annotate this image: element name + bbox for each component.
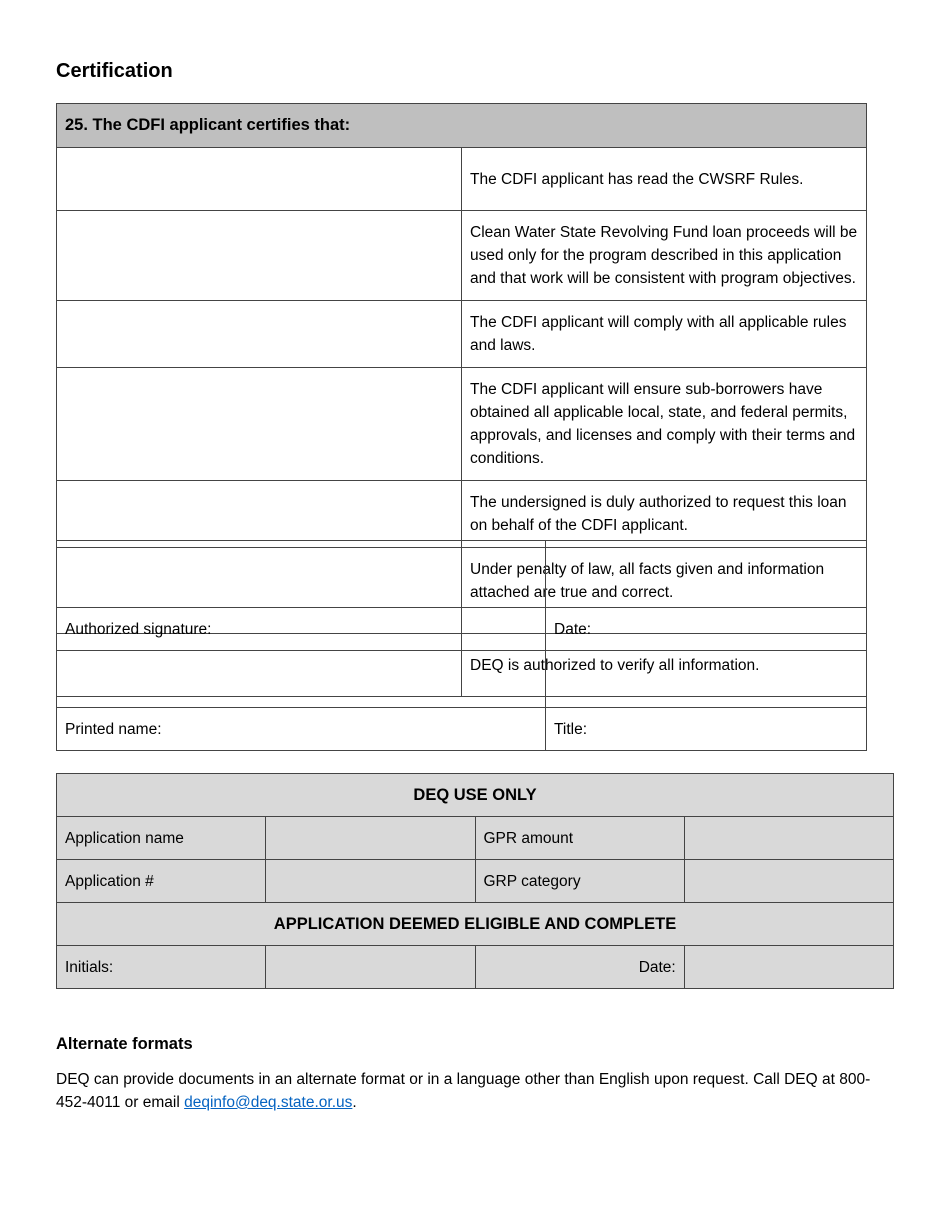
grp-category-field[interactable]: [684, 860, 893, 903]
initials-label: Initials:: [57, 946, 266, 989]
certification-checkbox-3[interactable]: [57, 301, 462, 368]
alternate-formats-text: [56, 1068, 896, 1114]
certification-item-4: The CDFI applicant will ensure sub-borrowers have obtained all applicable local, state, and federal permits, approvals, and licenses and comply with their terms and conditions.: [462, 368, 867, 481]
certification-checkbox-2[interactable]: [57, 211, 462, 301]
certification-header: 25. The CDFI applicant certifies that:: [57, 104, 867, 148]
authorized-signature-field[interactable]: [57, 541, 546, 608]
signature-date-field[interactable]: [546, 541, 867, 608]
deq-date-label: Date:: [475, 946, 684, 989]
application-name-field[interactable]: [266, 817, 475, 860]
printed-name-field[interactable]: [57, 651, 546, 708]
certification-item-2: Clean Water State Revolving Fund loan proceeds will be used only for the program described in this application and that work will be consistent with program objectives.: [462, 211, 867, 301]
application-number-field[interactable]: [266, 860, 475, 903]
alternate-formats-title: Alternate formats: [56, 1035, 193, 1053]
title-label: Title:: [546, 708, 867, 751]
signature-date-label: Date:: [546, 608, 867, 651]
signature-table: [56, 540, 867, 751]
alternate-formats-body: DEQ can provide documents in an alternate format or in a language other than English upon request. Call DEQ at 800-452-4011 or email: [56, 1071, 871, 1111]
certification-item-5: The undersigned is duly authorized to request this loan on behalf of the CDFI applicant.: [462, 481, 867, 548]
certification-checkbox-4[interactable]: [57, 368, 462, 481]
authorized-signature-label: Authorized signature:: [57, 608, 546, 651]
certification-item-3: The CDFI applicant will comply with all applicable rules and laws.: [462, 301, 867, 368]
deq-use-only-header: DEQ USE ONLY: [57, 774, 894, 817]
certification-checkbox-5[interactable]: [57, 481, 462, 548]
gpr-amount-label: GPR amount: [475, 817, 684, 860]
email-link[interactable]: deqinfo@deq.state.or.us: [184, 1094, 353, 1111]
alternate-formats-end: .: [352, 1094, 357, 1111]
certification-item-1: The CDFI applicant has read the CWSRF Rules.: [462, 148, 867, 211]
certification-item-7: DEQ is authorized to verify all information.: [462, 634, 867, 697]
section-title: Certification: [56, 60, 173, 82]
initials-field[interactable]: [266, 946, 475, 989]
eligible-complete-header: APPLICATION DEEMED ELIGIBLE AND COMPLETE: [57, 903, 894, 946]
application-number-label: Application #: [57, 860, 266, 903]
deq-date-field[interactable]: [684, 946, 893, 989]
deq-use-only-table: [56, 773, 894, 989]
application-name-label: Application name: [57, 817, 266, 860]
title-field[interactable]: [546, 651, 867, 708]
certification-checkbox-1[interactable]: [57, 148, 462, 211]
grp-category-label: GRP category: [475, 860, 684, 903]
certification-item-6: Under penalty of law, all facts given and information attached are true and correct.: [462, 548, 867, 634]
printed-name-label: Printed name:: [57, 708, 546, 751]
gpr-amount-field[interactable]: [684, 817, 893, 860]
